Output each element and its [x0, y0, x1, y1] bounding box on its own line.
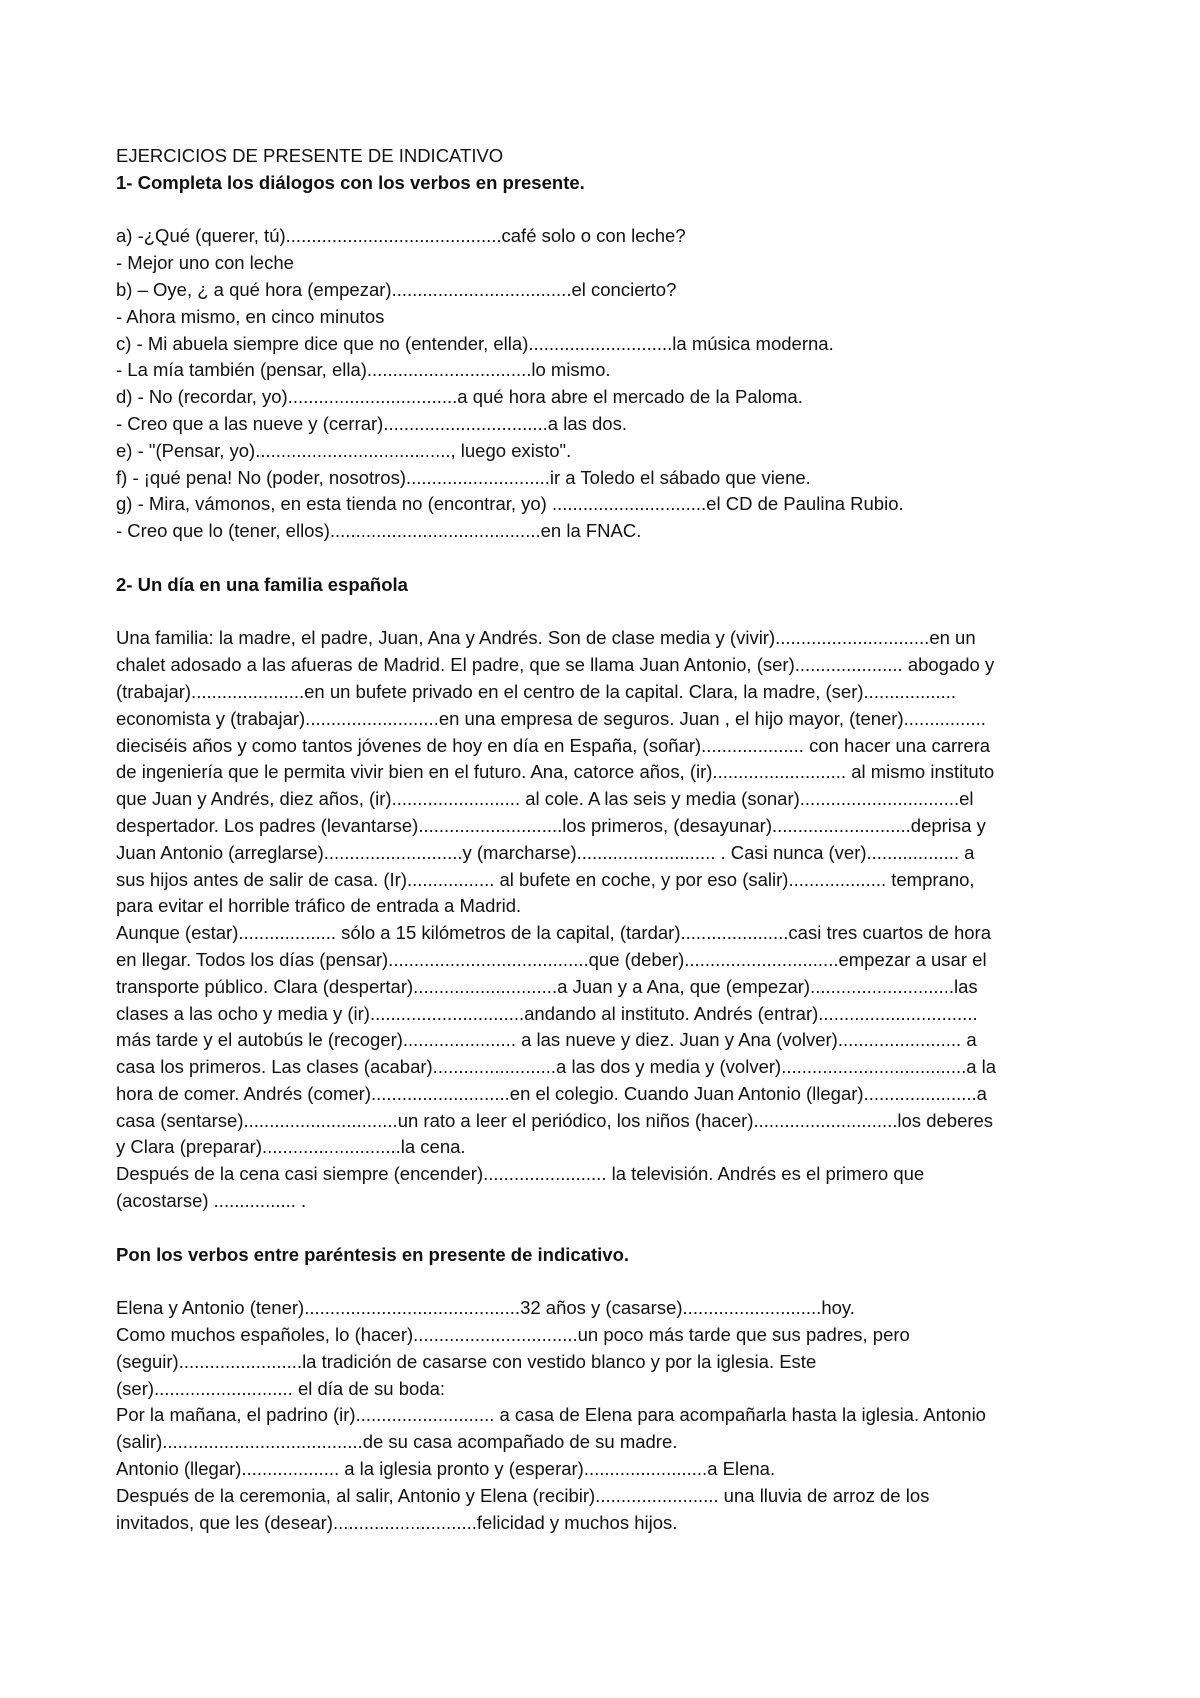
text-line: - La mía también (pensar, ella)................................lo mismo. [116, 359, 611, 381]
text-line: que Juan y Andrés, diez años, (ir)......................... al cole. A las seis y media (sonar)...............................el [116, 788, 974, 810]
text-line: casa los primeros. Las clases (acabar)........................a las dos y media y (volver)....................................a la [116, 1056, 997, 1078]
text-line: Elena y Antonio (tener)..........................................32 años y (casarse)...........................hoy. [116, 1297, 855, 1319]
text-line: Antonio (llegar)................... a la iglesia pronto y (esperar)........................a Elena. [116, 1458, 776, 1480]
text-line: Después de la ceremonia, al salir, Antonio y Elena (recibir)........................ una lluvia de arroz de los [116, 1484, 930, 1506]
section-1-heading: 1- Completa los diálogos con los verbos en presente. [116, 171, 585, 193]
document-page [116, 143, 1096, 1536]
text-line: en llegar. Todos los días (pensar).......................................que (deber)..............................empezar a usar el [116, 948, 987, 970]
text-line: c) - Mi abuela siempre dice que no (entender, ella)............................la música moderna. [116, 332, 834, 354]
text-line: sus hijos antes de salir de casa. (Ir)................. al bufete en coche, y por eso (salir)................... temprano, [116, 868, 975, 890]
text-line: casa (sentarse)..............................un rato a leer el periódico, los niños (hacer)............................los deberes [116, 1109, 994, 1131]
spacer [116, 545, 1096, 572]
text-line: (salir).......................................de su casa acompañado de su madre. [116, 1431, 678, 1453]
text-line: d) - No (recordar, yo).................................a qué hora abre el mercado de la Paloma. [116, 386, 803, 408]
text-line: hora de comer. Andrés (comer)...........................en el colegio. Cuando Juan Antonio (llegar)......................a [116, 1082, 987, 1104]
text-line: Por la mañana, el padrino (ir)........................... a casa de Elena para acompañarla hasta la iglesia. Antonio [116, 1404, 986, 1426]
text-line: - Mejor uno con leche [116, 252, 294, 274]
section-3-heading: Pon los verbos entre paréntesis en presente de indicativo. [116, 1243, 630, 1265]
text-line: f) - ¡qué pena! No (poder, nosotros)............................ir a Toledo el sábado que viene. [116, 466, 811, 488]
text-line: b) – Oye, ¿ a qué hora (empezar)...................................el concierto? [116, 278, 677, 300]
text-line: Después de la cena casi siempre (encender)........................ la televisión. Andrés es el primero que [116, 1163, 925, 1185]
section-3-body [116, 1295, 1096, 1536]
text-line: clases a las ocho y media y (ir)..............................andando al instituto. Andrés (entrar)............................... [116, 1002, 978, 1024]
text-line: - Creo que a las nueve y (cerrar)................................a las dos. [116, 412, 627, 434]
text-line: economista y (trabajar)..........................en una empresa de seguros. Juan , el hijo mayor, (tener)................ [116, 707, 986, 729]
text-line: - Ahora mismo, en cinco minutos [116, 305, 385, 327]
text-line: de ingeniería que le permita vivir bien en el futuro. Ana, catorce años, (ir).......................... al mismo instituto [116, 761, 995, 783]
spacer [116, 197, 1096, 224]
text-line: para evitar el horrible tráfico de entrada a Madrid. [116, 895, 522, 917]
section-1-body [116, 223, 1096, 545]
text-line: e) - "(Pensar, yo)......................................, luego existo". [116, 439, 572, 461]
text-line: invitados, que les (desear)............................felicidad y muchos hijos. [116, 1511, 678, 1533]
text-line: chalet adosado a las afueras de Madrid. El padre, que se llama Juan Antonio, (ser)..................... abogado y [116, 654, 995, 676]
text-line: despertador. Los padres (levantarse)............................los primeros, (desayunar)...........................deprisa y [116, 814, 986, 836]
text-line: más tarde y el autobús le (recoger)...................... a las nueve y diez. Juan y Ana (volver)........................ a [116, 1029, 977, 1051]
text-line: - Creo que lo (tener, ellos).........................................en la FNAC. [116, 520, 642, 542]
text-line: (seguir)........................la tradición de casarse con vestido blanco y por la iglesia. Este [116, 1350, 817, 1372]
text-line: (ser)........................... el día de su boda: [116, 1377, 446, 1399]
section-2-heading: 2- Un día en una familia española [116, 573, 408, 595]
section-2-body [116, 625, 1096, 1215]
spacer [116, 1268, 1096, 1295]
text-line: (trabajar)......................en un bufete privado en el centro de la capital. Clara, la madre, (ser).................. [116, 680, 957, 702]
text-line: Una familia: la madre, el padre, Juan, Ana y Andrés. Son de clase media y (vivir)..............................en un [116, 627, 976, 649]
text-line: transporte público. Clara (despertar)............................a Juan y a Ana, que (empezar)............................las [116, 975, 978, 997]
text-line: g) - Mira, vámonos, en esta tienda no (encontrar, yo) ..............................el CD de Paulina Rubio. [116, 493, 904, 515]
text-line: (acostarse) ................ . [116, 1190, 307, 1212]
document-title: EJERCICIOS DE PRESENTE DE INDICATIVO [116, 145, 504, 166]
text-line: y Clara (preparar)...........................la cena. [116, 1136, 466, 1158]
spacer [116, 1215, 1096, 1242]
text-line: Aunque (estar)................... sólo a 15 kilómetros de la capital, (tardar).....................casi tres cuartos de hora [116, 922, 992, 944]
spacer [116, 599, 1096, 626]
text-line: Como muchos españoles, lo (hacer)................................un poco más tarde que sus padres, pero [116, 1324, 910, 1346]
text-line: a) -¿Qué (querer, tú)..........................................café solo o con leche? [116, 225, 686, 247]
text-line: Juan Antonio (arreglarse)...........................y (marcharse)........................... . Casi nunca (ver).................. a [116, 841, 975, 863]
text-line: dieciséis años y como tantos jóvenes de hoy en día en España, (soñar).................... con hacer una carrera [116, 734, 991, 756]
